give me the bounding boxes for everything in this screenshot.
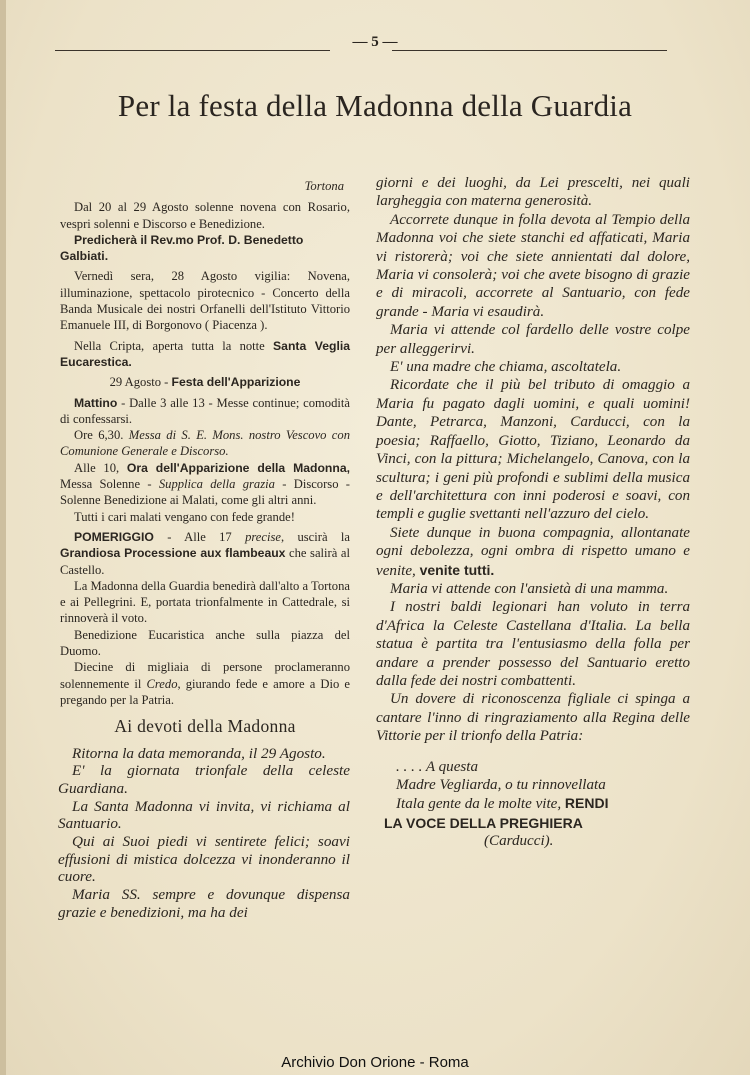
paragraph-vigil: Vernedì sera, 28 Agosto vigilia: Novena, illuminazione, spettacolo pirotecnico - Concerto della Banda Musicale dei nostri Orfanelli dell'Istituto Vittorio Emanuele III, di Borgonovo ( Piacenza ). <box>60 269 350 333</box>
right-p5: Ricordate che il più bel tributo di omaggio a Maria fu pagato dagli uomini, e quali uomini! Dante, Petrarca, Manzoni, Carducci, con la poesia; Raffaello, Giotto, Tiziano, Leonardo da Vinci, con la pittura; Michelangelo, Canova, con la scultura; i geni più profondi e sublimi della musica e dell'architettura con inni poderosi e soavi, con templi e guglie svettanti nell'azzuro del cielo. <box>376 377 690 523</box>
verse-3 <box>376 794 690 813</box>
feast-date: 29 Agosto - <box>109 375 172 390</box>
paragraph-novena: Dal 20 al 29 Agosto solenne novena con Rosario, vespri solenni e Discorso e Benedizione. <box>60 200 350 231</box>
right-p7: Maria vi attende con l'ansietà di una mamma. <box>390 580 669 597</box>
right-p4: E' una madre che chiama, ascoltatela. <box>390 359 622 376</box>
verse-1: . . . . A questa <box>396 758 479 775</box>
preacher-text: Predicherà il Rev.mo Prof. D. Benedetto Galbiati. <box>60 232 304 264</box>
citation: (Carducci). <box>484 833 554 850</box>
credo-word: Credo <box>146 676 178 691</box>
paragraph-sick: Tutti i cari malati vengano con fede grande! <box>74 509 295 524</box>
supplica: Supplica della grazia <box>158 477 275 492</box>
rendi: RENDI <box>564 795 609 812</box>
solemn-mass: Messa Solenne - <box>60 477 159 492</box>
right-column <box>376 174 690 851</box>
vigil-bold: Santa Veglia Eucarestica. <box>60 338 350 369</box>
paragraph-morning <box>60 395 350 428</box>
right-p3: Maria vi attende col fardello delle vostre colpe per alleggerirvi. <box>376 322 690 357</box>
devotees-p3: La Santa Madonna vi invita, vi richiama al Santuario. <box>58 797 350 833</box>
mass-time: Ore 6,30. <box>74 428 129 443</box>
castle-text: che salirà al Castello. <box>60 546 350 577</box>
right-p2: Accorrete dunque in folla devota al Tempio della Madonna voi che siete stanchi ed affaticati, Maria vi ristorerà; voi che siete annientati dal dolore, Maria vi consolerà; voi che avete bisogno di grazie e di miracoli, accorrete al Santuario, con fede grande - Maria vi esaudirà. <box>376 211 690 320</box>
section-heading: Ai devoti della Madonna <box>114 716 296 737</box>
verse-3-text: Itala gente da le molte vite, <box>396 796 565 813</box>
right-p6 <box>376 524 690 580</box>
morning-label: Mattino <box>74 395 118 410</box>
verse-2: Madre Vegliarda, o tu rinnovellata <box>396 777 606 793</box>
apparition-time: Alle 10, <box>74 460 127 475</box>
devotees-p2: E' la giornata trionfale della celeste Guardiana. <box>58 762 350 797</box>
morning-text: - Dalle 3 alle 13 - Messe continue; comodità di confessarsi. <box>60 395 350 426</box>
page-edge <box>0 0 6 1075</box>
come-all: venite tutti. <box>419 561 495 578</box>
right-p1: giorni e dei luoghi, da Lei prescelti, nei quali largheggia con materna generosità. <box>376 175 690 210</box>
paragraph-mass <box>60 427 350 460</box>
left-column <box>60 178 350 922</box>
page-number: — 5 — <box>352 34 398 50</box>
credo-text-1: Diecine di migliaia di persone proclameranno solennemente il <box>60 660 350 691</box>
afternoon-time: - Alle 17 <box>153 529 246 544</box>
company-text: Siete dunque in buona compagnia, allontanate ogni debolezza, ogni ombra di rispetto umano e venite, <box>376 524 690 579</box>
archive-footer: Archivio Don Orione - Roma <box>281 1054 469 1071</box>
right-p9: Un dovere di riconoscenza figliale ci spinga a cantare l'inno di ringraziamento alla Regina delle Vittorie per il trionfo della Patria: <box>376 691 690 745</box>
verse-4: LA VOCE DELLA PREGHIERA <box>384 814 583 831</box>
paragraph-preacher <box>60 232 350 265</box>
procession: Grandiosa Processione aux flambeaux <box>60 546 286 561</box>
blessing-text: - Discorso - Solenne Benedizione ai Malati, come gli altri anni. <box>60 477 350 508</box>
devotees-p5: Maria SS. sempre e dovunque dispensa grazie e benedizioni, ma ha dei <box>58 886 350 921</box>
devotees-p1: Ritorna la data memoranda, il 29 Agosto. <box>72 744 326 762</box>
place-name: Tortona <box>304 179 344 193</box>
right-p8: I nostri baldi legionari han voluto in terra d'Africa la Celeste Castellana d'Italia. La bella statua è partita tra l'entusiasmo della folla per andare a prender possesso del Santuario eretto dalla fede dei nostri combattenti. <box>376 599 690 689</box>
mass-text: Messa di S. E. Mons. nostro Vescovo con Comunione Generale e Discorso. <box>60 428 350 459</box>
precise: precise <box>245 529 281 544</box>
devotees-text <box>58 745 350 922</box>
paragraph-eucharist: Benedizione Eucaristica anche sulla piazza del Duomo. <box>60 627 350 659</box>
credo-text-2: , giurando fede e amore a Dio e pregando per la Patria. <box>60 676 350 707</box>
feast-title: Festa dell'Apparizione <box>171 375 301 390</box>
paragraph-blessing: La Madonna della Guardia benedirà dall'alto a Tortona e ai Pellegrini. E, portata trionfalmente in Cattedrale, si rinnoverà il voto. <box>60 578 350 626</box>
afternoon-label: POMERIGGIO <box>74 529 154 544</box>
page-title: Per la festa della Madonna della Guardia <box>117 88 633 123</box>
paragraph-feast-date <box>60 374 350 390</box>
devotees-p4: Qui ai Suoi piedi vi sentirete felici; soavi effusioni di mistica dolcezza vi inonderanno il cuore. <box>58 833 350 886</box>
paragraph-afternoon <box>60 529 350 578</box>
crypt-text: Nella Cripta, aperta tutta la notte <box>74 338 274 353</box>
afternoon-text: , uscirà la <box>280 529 350 544</box>
paragraph-credo <box>60 659 350 708</box>
apparition-hour: Ora dell'Apparizione della Madonna, <box>126 460 350 475</box>
paragraph-crypt <box>60 338 350 371</box>
paragraph-apparition <box>60 460 350 509</box>
